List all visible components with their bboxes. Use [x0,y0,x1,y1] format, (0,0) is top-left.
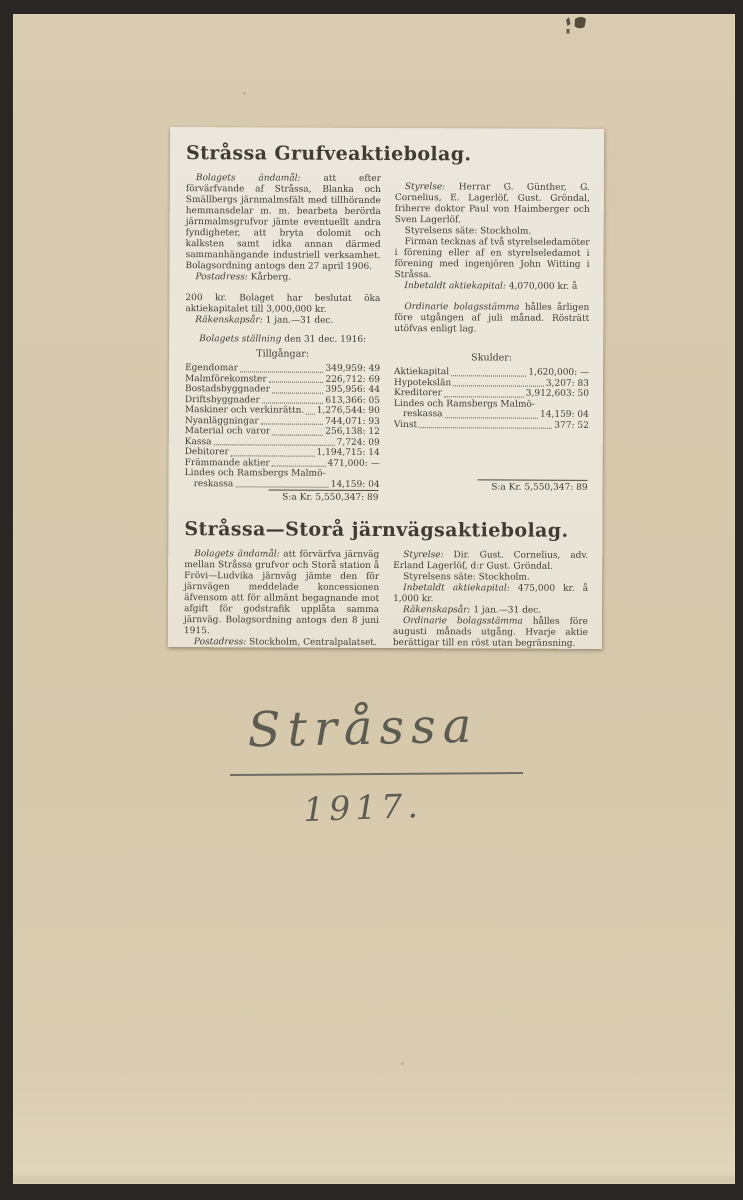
paragraph-lead: Postadress: [193,637,247,648]
balance-row [394,420,589,431]
article2-left-column [184,549,379,649]
row-label: Kreditorer [393,388,442,399]
row-value: 256,138: 12 [325,426,380,437]
liabilities-total [394,482,589,494]
row-label: Vinst [393,419,418,430]
article1-right-column [393,182,589,505]
dot-leader [235,486,328,487]
handwritten-title: Stråssa [247,697,479,759]
paper-speck [243,92,246,95]
row-label: Material och varor [184,426,271,437]
paragraph-text: att efter förvärfvande af Stråssa, Blanka och Smällbergs järnmalmsfält med tillhörande hemmansdelar m. m. bearbeta berörda järnmalmsgrufvor jämte eventuellt andra fyndigheter, att bryta dolomit och kalksten samt idka annan därmed sammanhängande industriell verksamhet. Bolagsordning antogs den 27 april 1906. [185,173,381,272]
paragraph-lead: Räkenskapsår: [195,315,263,326]
row-label: Debitorer [184,447,229,458]
seat-paragraph [393,572,588,584]
article1-left-column [184,173,380,504]
balance-row [185,479,380,490]
row-value: 14,159: 04 [330,479,380,490]
dot-leader [240,371,324,372]
row-label: Kassa [184,436,212,447]
general-meeting-paragraph [393,616,588,650]
paragraph-lead: Inbetaldt aktiekapital: [403,583,510,594]
paragraph-text: Dir. Gust. Cornelius, adv. Erland Lagerlöf, d:r Gust. Gröndal. [393,550,589,572]
paragraph-text: Styrelsens säte: Stockholm. [403,572,530,583]
row-label: reskassa [402,409,443,420]
row-label: Malmförekomster [185,373,267,384]
dot-leader [453,385,544,386]
paragraph-lead: Postadress: [195,272,248,283]
dot-leader [306,413,315,414]
paid-capital-paragraph [393,583,588,606]
row-value: 3,207: 83 [545,378,590,389]
dot-leader [419,427,552,429]
row-value: 226,712: 69 [325,374,381,385]
liabilities-table [394,367,589,431]
paragraph-text: 475,000 kr. å 1,000 kr. [393,583,589,605]
row-value: 395,956: 44 [325,384,381,395]
assets-total [184,492,379,504]
article1-columns [184,173,589,505]
assets-table [185,363,381,490]
paragraph-text: Styrelsens säte: Stockholm. [404,226,532,237]
row-label: Främmande aktier [184,457,270,468]
row-value: 613,366: 05 [325,395,380,406]
statement-lead: Bolagets ställning [199,334,282,345]
purpose-paragraph [186,173,381,273]
paragraph-lead: Bolagets ändamål: [194,549,280,560]
fiscal-year-paragraph [393,605,588,617]
dot-leader [269,381,324,382]
liabilities-header: Skulder: [471,352,513,364]
row-value: 1,194,715: 14 [316,447,380,458]
seat-paragraph [395,226,590,238]
paragraph-text: 1 jan.—31 dec. [473,605,542,616]
row-value: 744,071: 93 [325,416,380,427]
paid-capital-paragraph [394,281,589,293]
postal-address-paragraph [184,637,379,649]
row-label: Lindes och Ramsbergs Malmö- [184,468,326,479]
purpose-paragraph [184,549,379,638]
fiscal-year-paragraph [185,315,380,327]
row-label: Driftsbyggnader [184,394,260,405]
article2-right-column [393,550,588,650]
row-label: Nyanläggningar [184,415,259,426]
row-value: 7,724: 09 [336,437,380,448]
dot-leader [231,455,315,456]
dot-leader [445,417,538,418]
article2-columns [184,549,588,650]
article2-title: Stråssa—Storå järnvägsaktiebolag. [184,518,569,542]
postal-address-paragraph [185,272,380,284]
paragraph-text: Stockholm, Centralpalatset. [249,637,377,648]
paragraph-text: Herrar G. Günther, G. Cornelius, E. Lagerlöf, Gust. Gröndal, friherre doktor Paul von Haimberger och Sven Lagerlöf. [394,182,590,226]
paragraph-text: 1 jan.—31 dec. [265,315,334,326]
paragraph-text: hålles årligen före utgången af juli månad. Rösträtt utöfvas enligt lag. [394,302,590,335]
row-label: Maskiner och verkinrättn. [184,405,305,416]
board-paragraph [395,182,590,227]
dot-leader [262,402,324,403]
row-value: 471,000: — [327,458,380,469]
signing-paragraph [394,237,589,282]
paper-speck [401,1062,404,1065]
dot-leader [272,434,323,435]
statement-text: den 31 dec. 1916: [284,334,367,345]
row-label: Aktiekapital [394,367,450,378]
dot-leader [272,392,324,393]
board-paragraph [393,550,588,573]
general-meeting-paragraph [394,302,589,336]
row-value: 377: 52 [554,420,589,431]
dot-leader [261,423,324,424]
balance-row [394,409,589,420]
row-label: Lindes och Ramsbergs Malmö- [393,398,535,410]
paragraph-text: hålles före augusti månads utgång. Hvarje aktie berättigar till en röst utan begränsning. [392,616,588,649]
dot-leader [451,375,526,376]
dot-leader [213,444,334,446]
dot-leader [272,466,326,467]
paragraph-lead: Styrelse: [403,550,444,561]
balance-row [185,426,380,437]
row-label: Bostadsbyggnader [184,384,270,395]
paragraph-lead: Inbetaldt aktiekapital: [404,281,506,292]
album-page [13,14,735,1184]
article1-title: Stråssa Grufveaktiebolag. [185,142,472,166]
assets-total-value: S:a Kr. 5,550,347: 89 [268,489,378,502]
paragraph-lead: Styrelse: [404,182,446,193]
handwritten-year: 1917. [302,785,424,830]
newspaper-clipping [168,127,604,649]
handwritten-underline [230,772,523,776]
row-value: 349,959: 49 [325,363,381,374]
paragraph-lead: Ordinarie bolagsstämma [402,616,523,627]
paragraph-text: Firman tecknas af två styrelseledamöter i förening eller af en styrelseledamot i förening med ingenjören John Witting i Stråssa. [394,237,590,281]
assets-header: Tillgångar: [256,348,310,360]
row-value: 1,276,544: 90 [316,405,380,416]
row-value: 3,912,603: 50 [525,388,589,399]
paragraph-text: att förvärfva järnväg mellan Stråssa grufvor och Storå station å Frövi—Ludvika järnväg jämte den för järnvägen meddelade koncessionen äfvensom att för allmänt begagnande mot afgift för godstrafik upplåta samma järnväg. Bolagsordning antogs den 8 juni 1915. [183,549,380,637]
row-value: 14,159: 04 [540,409,589,420]
row-label: reskassa [193,478,234,489]
paragraph-lead: Bolagets ändamål: [195,173,301,184]
capital-continuation-paragraph [185,293,380,316]
balance-statement-heading [185,334,380,346]
clipping-content [168,127,604,650]
paragraph-text: 200 kr. Bolaget har beslutat öka aktiekapitalet till 3,000,000 kr. [185,293,381,315]
paragraph-text: Kårberg. [250,272,292,283]
row-label: Hypotekslån [394,377,452,388]
row-value: 1,620,000: — [528,367,590,378]
dot-leader [444,396,524,397]
paragraph-lead: Ordinarie bolagsstämma [404,302,520,313]
paragraph-lead: Räkenskapsår: [403,605,471,616]
paragraph-text: 4,070,000 kr. å [508,281,578,292]
row-label: Egendomar [185,363,238,374]
ink-smudge-icon [558,14,598,48]
liabilities-total-value: S:a Kr. 5,550,347: 89 [477,479,587,492]
